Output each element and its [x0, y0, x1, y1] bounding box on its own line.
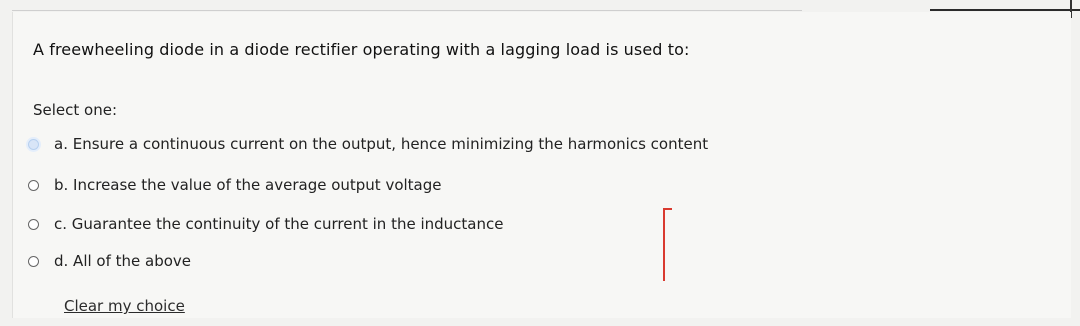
- question-panel: [12, 12, 1071, 318]
- option-d-label: d. All of the above: [54, 252, 192, 270]
- radio-button[interactable]: [28, 180, 39, 191]
- option-b[interactable]: [28, 173, 442, 197]
- option-a[interactable]: [28, 132, 708, 156]
- question-text: A freewheeling diode in a diode rectifier operating with a lagging load is used to:: [33, 40, 690, 59]
- option-b-label: b. Increase the value of the average output voltage: [54, 176, 442, 194]
- option-c[interactable]: [28, 212, 503, 236]
- radio-button[interactable]: [28, 219, 39, 230]
- option-d[interactable]: [28, 249, 191, 273]
- radio-button[interactable]: [28, 256, 39, 267]
- top-divider-left: [12, 10, 802, 11]
- clear-choice-link[interactable]: Clear my choice: [64, 297, 185, 315]
- select-one-label: Select one:: [33, 101, 118, 119]
- option-c-label: c. Guarantee the continuity of the current in the inductance: [54, 215, 504, 233]
- top-divider-right: [930, 9, 1080, 11]
- red-bracket-icon: [663, 207, 673, 282]
- radio-button-selected[interactable]: [28, 139, 39, 150]
- option-a-label: a. Ensure a continuous current on the output, hence minimizing the harmonics content: [54, 135, 709, 153]
